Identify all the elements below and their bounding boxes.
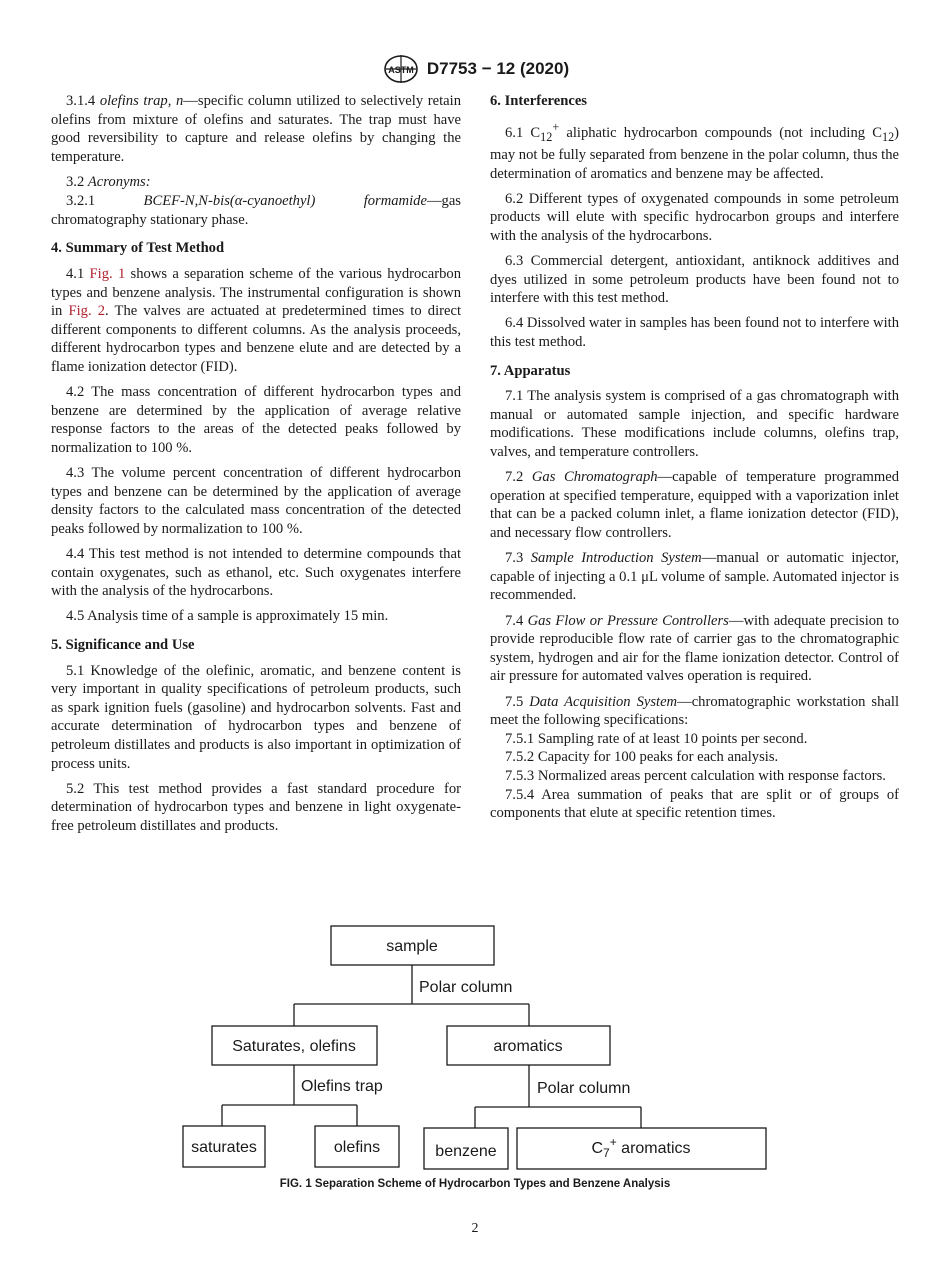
fig2-link[interactable]: Fig. 2 bbox=[68, 303, 106, 320]
sample-label: sample bbox=[386, 938, 438, 955]
section-5-heading: 5. Significance and Use bbox=[51, 637, 195, 653]
para-7-1: 7.1 The analysis system is comprised of a gas chromatograph with manual or automated sample injection, and specific hardware modifications. These modifications include columns, olefins trap, valves, and temperature controllers. bbox=[490, 388, 899, 461]
aromatics-label: aromatics bbox=[493, 1038, 563, 1055]
para-4-2: 4.2 The mass concentration of different hydrocarbon types and benzene are determined by the application of average relative response factors to the areas of the detected peaks followed by normalization to 100 %. bbox=[51, 384, 461, 456]
section-6-heading: 6. Interferences bbox=[490, 93, 587, 109]
para-5-1: 5.1 Knowledge of the olefinic, aromatic, and benzene content is very important in quality specifications of petroleum products, such as spark ignition fuels (gasoline) and hydrocarbon solvents. Fast and accurate determination of hydrocarbon types and benzene of petroleum distillates and products is also important in optimization of process units. bbox=[51, 662, 461, 772]
para-4-4: 4.4 This test method is not intended to determine compounds that contain oxygenates, such as ethanol, etc. Such oxygenates interfere with the analysis of the hydrocarbons. bbox=[51, 546, 461, 600]
olefins-label: olefins bbox=[333, 1139, 381, 1156]
section-7-heading: 7. Apparatus bbox=[490, 362, 571, 379]
standard-designation: D7753 − 12 (2020) bbox=[426, 59, 570, 78]
page-number: 2 bbox=[471, 1221, 479, 1236]
saturates-label: saturates bbox=[191, 1139, 257, 1156]
fig1-link[interactable]: Fig. 1 bbox=[89, 265, 126, 282]
para-7-3: 7.3 Sample Introduction System—manual or automatic injector, capable of injecting a 0.1 μL volume of sample. Automated injector is recommended. bbox=[490, 550, 899, 604]
para-4-3: 4.3 The volume percent concentration of different hydrocarbon types and benzene can be determined by the application of average density factors to the calculated mass concentration of the detected peaks followed by normalization to 100 %. bbox=[51, 465, 461, 537]
para-4-1: 4.1 Fig. 1 shows a separation scheme of the various hydrocarbon types and benzene analysis. The instrumental configuration is shown in Fig. 2. The valves are actuated at predetermined times to direct different components to different columns. As the analysis proceeds, different hydrocarbon types and benzene elute and are detected by a flame ionization detector (FID). bbox=[51, 265, 462, 375]
c7-aromatics-label: $C_7^+$ aromatics bbox=[591, 1135, 691, 1160]
astm-logo-icon bbox=[381, 54, 421, 84]
figure-caption: FIG. 1 Separation Scheme of Hydrocarbon Types and Benzene Analysis bbox=[279, 1178, 671, 1190]
para-6-2: 6.2 Different types of oxygenated compounds in some petroleum products will elute with specific hydrocarbon groups and interfere with the analysis of the hydrocarbons. bbox=[490, 190, 899, 244]
para-3-2: 3.2 Acronyms: bbox=[66, 173, 151, 190]
section-4-heading: 4. Summary of Test Method bbox=[51, 240, 225, 257]
left-column bbox=[51, 92, 461, 842]
page-header bbox=[0, 54, 950, 84]
benzene-label: benzene bbox=[435, 1143, 497, 1160]
polar-column-label-1: Polar column bbox=[419, 979, 513, 996]
para-7-5: 7.5 Data Acquisition System—chromatographic workstation shall meet the following specifications: bbox=[490, 693, 899, 729]
para-7-5-4: 7.5.4 Area summation of peaks that are split or of groups of components that elute at specific retention times. bbox=[490, 786, 899, 822]
polar-column-label-2: Polar column bbox=[537, 1080, 631, 1097]
para-6-3: 6.3 Commercial detergent, antioxidant, antiknock additives and dyes utilized in some petroleum products have been found not to interfere with this test method. bbox=[490, 253, 899, 307]
astm-logo-text: ASTM bbox=[388, 65, 414, 75]
right-column bbox=[490, 92, 899, 829]
para-4-5: 4.5 Analysis time of a sample is approximately 15 min. bbox=[66, 608, 389, 625]
para-7-5-3: 7.5.3 Normalized areas percent calculation with response factors. bbox=[505, 767, 886, 784]
para-5-2: 5.2 This test method provides a fast standard procedure for determination of hydrocarbon types and benzene in light oxygenate-free petroleum distillates and products. bbox=[51, 780, 461, 834]
olefins-trap-label: Olefins trap bbox=[301, 1078, 383, 1095]
para-7-4: 7.4 Gas Flow or Pressure Controllers—with adequate precision to provide reproducible flow rate of carrier gas to the chromatographic system, hydrogen and air for the flame ionization detector. Control of air pressure for automated valves operation is required. bbox=[490, 612, 900, 685]
para-7-5-2: 7.5.2 Capacity for 100 peaks for each analysis. bbox=[505, 749, 779, 766]
para-3-1-4: 3.1.4 olefins trap, n—specific column utilized to selectively retain olefins from mixture of olefins and saturates. The trap must have good reversibility to capture and release olefins by changing the temperature. bbox=[51, 93, 461, 165]
para-6-4: 6.4 Dissolved water in samples has been found not to interfere with this test method. bbox=[490, 315, 899, 351]
saturates-olefins-label: Saturates, olefins bbox=[232, 1038, 356, 1055]
para-7-2: 7.2 Gas Chromatograph—capable of temperature programmed operation at specified temperature, equipped with a vaporization inlet that can be a packed column inlet, a flame ionization detector (FID), and necessary flow controllers. bbox=[490, 469, 899, 542]
para-6-1: 6.1 $C_{12}^+$ aliphatic hydrocarbon compounds (not including $C_{12}$) may not be fully separated from benzene in the polar column, thus the determination of aromatics and benzene may be affected. bbox=[490, 119, 900, 182]
para-7-5-1: 7.5.1 Sampling rate of at least 10 points per second. bbox=[505, 730, 808, 747]
separation-scheme-diagram bbox=[0, 915, 950, 1185]
para-3-2-1: 3.2.1 BCEF-N,N-bis(α-cyanoethyl) formamide—gas chromatography stationary phase. bbox=[51, 193, 461, 228]
